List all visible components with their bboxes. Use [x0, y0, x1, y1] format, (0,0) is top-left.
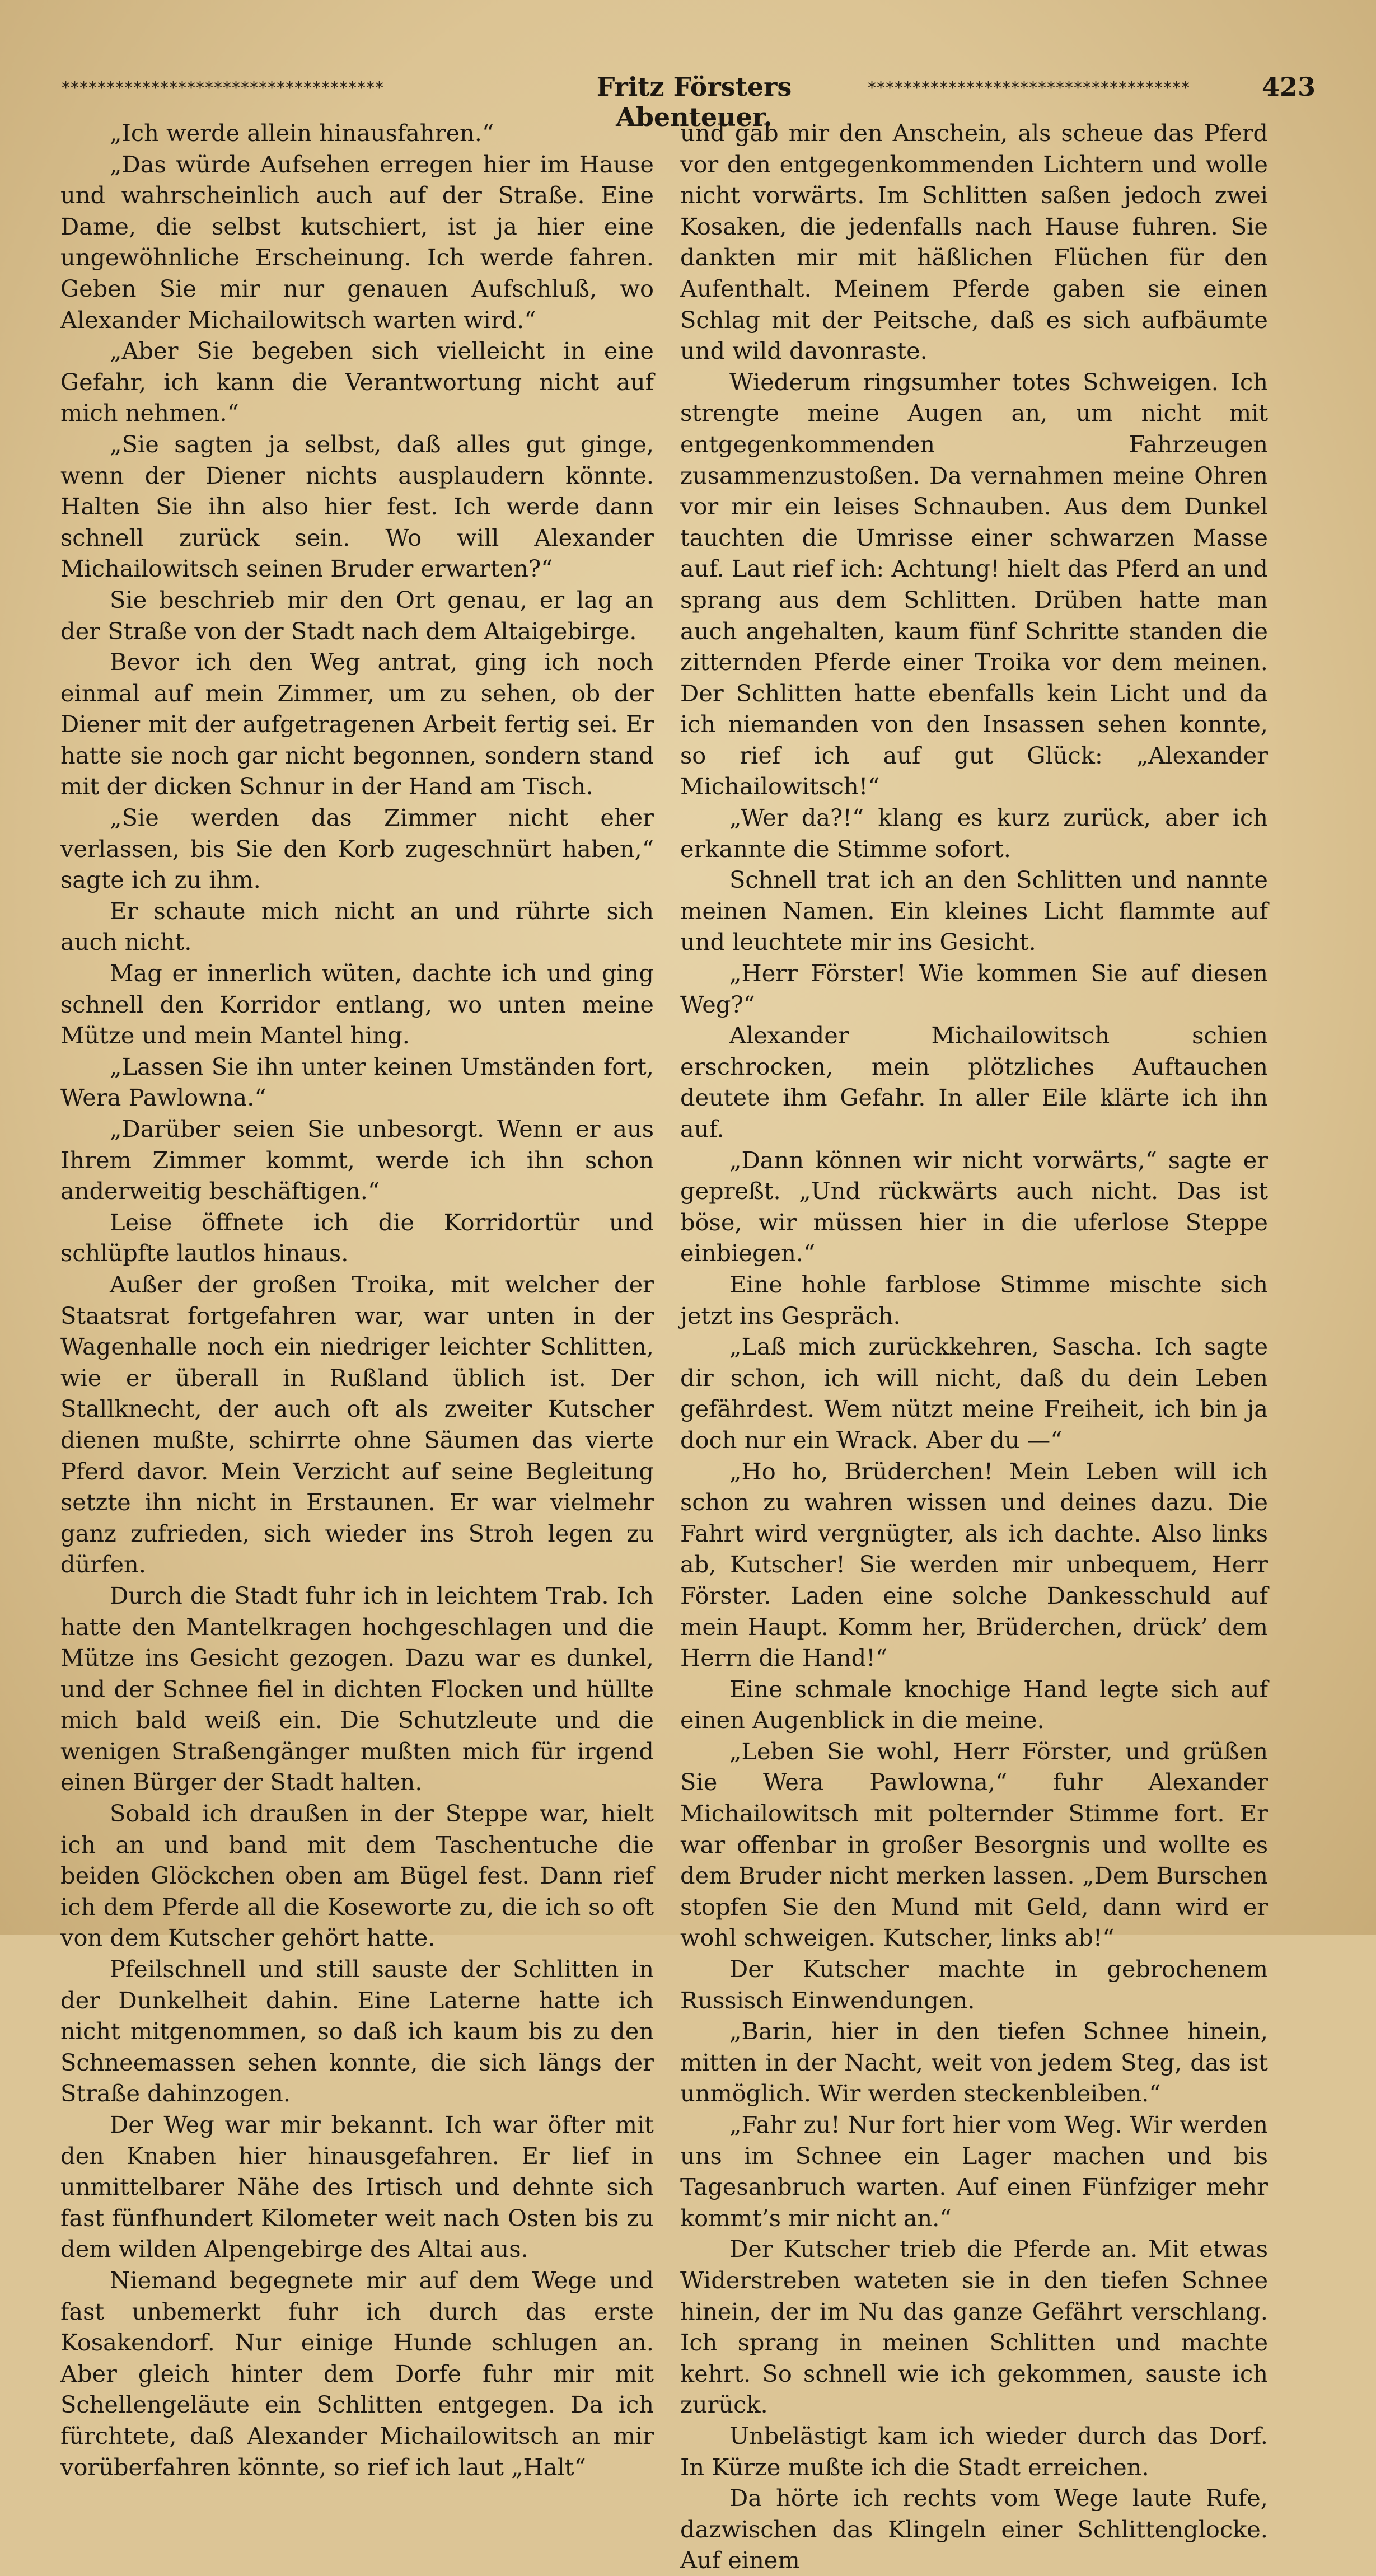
paragraph: Unbelästigt kam ich wieder durch das Dorf. In Kürze mußte ich die Stadt erreichen.	[680, 2422, 1268, 2481]
paragraph: Der Weg war mir bekannt. Ich war öfter mit den Knaben hier hinausgefahren. Er lief in unmittelbarer Nähe des Irtisch und dehnte sich fast fünfhundert Kilometer weit nach Osten bis zu dem wilden Alpengebirge des Altai aus.	[60, 2111, 654, 2263]
paragraph: „Das würde Aufsehen erregen hier im Hause und wahrscheinlich auch auf der Straße. Eine Dame, die selbst kutschiert, ist ja hier eine ungewöhnliche Erscheinung. Ich werde fahren. Geben Sie mir nur genauen Aufschluß, wo Alexander Michailowitsch warten wird.“	[60, 150, 654, 334]
paragraph: Niemand begegnete mir auf dem Wege und fast unbemerkt fuhr ich durch das erste Kosakendorf. Nur einige Hunde schlugen an. Aber gleich hinter dem Dorfe fuhr mir mit Schellengeläute ein Schlitten entgegen. Da ich fürchtete, daß Alexander Michailowitsch an mir vorüberfahren könnte, so rief ich laut „Halt“	[60, 2266, 654, 2481]
paragraph: Er schaute mich nicht an und rührte sich auch nicht.	[60, 897, 654, 956]
paragraph: „Ho ho, Brüderchen! Mein Leben will ich schon zu wahren wissen und deines dazu. Die Fahrt wird vergnügter, als ich dachte. Also links ab, Kutscher! Sie werden mir unbequem, Herr Förster. Laden eine solche Dankesschuld auf mein Haupt. Komm her, Brüderchen, drück’ dem Herrn die Hand!“	[680, 1457, 1268, 1672]
header-ornament-right: ************************************	[868, 78, 1190, 95]
paragraph: Bevor ich den Weg antrat, ging ich noch einmal auf mein Zimmer, um zu sehen, ob der Diener mit der aufgetragenen Arbeit fertig sei. Er hatte sie noch gar nicht begonnen, sondern stand mit der dicken Schnur in der Hand am Tisch.	[60, 648, 654, 800]
paragraph: Außer der großen Troika, mit welcher der Staatsrat fortgefahren war, war unten in der Wagenhalle noch ein niedriger leichter Schlitten, wie er überall in Rußland üblich ist. Der Stallknecht, der auch oft als zweiter Kutscher dienen mußte, schirrte ohne Säumen das vierte Pferd davor. Mein Verzicht auf seine Begleitung setzte ihn nicht in Erstaunen. Er war vielmehr ganz zufrieden, sich wieder ins Stroh legen zu dürfen.	[60, 1270, 654, 1579]
running-header	[62, 72, 1316, 132]
paragraph: Sobald ich draußen in der Steppe war, hielt ich an und band mit dem Taschentuche die beiden Glöckchen oben am Bügel fest. Dann rief ich dem Pferde all die Koseworte zu, die ich so oft von dem Kutscher gehört hatte.	[60, 1800, 654, 1952]
paragraph: Durch die Stadt fuhr ich in leichtem Trab. Ich hatte den Mantelkragen hochgeschlagen und die Mütze ins Gesicht gezogen. Dazu war es dunkel, und der Schnee fiel in dichten Flocken und hüllte mich bald weiß ein. Die Schutzleute und die wenigen Straßengänger mußten mich für irgend einen Bürger der Stadt halten.	[60, 1581, 654, 1796]
paragraph: „Sie werden das Zimmer nicht eher verlassen, bis Sie den Korb zugeschnürt haben,“ sagte ich zu ihm.	[60, 804, 654, 894]
paragraph: Alexander Michailowitsch schien erschrocken, mein plötzliches Auftauchen deutete ihm Gefahr. In aller Eile klärte ich ihn auf.	[680, 1022, 1268, 1142]
paragraph: „Dann können wir nicht vorwärts,“ sagte er gepreßt. „Und rückwärts auch nicht. Das ist böse, wir müssen hier in die uferlose Steppe einbiegen.“	[680, 1146, 1268, 1267]
paragraph: Eine schmale knochige Hand legte sich auf einen Augenblick in die meine.	[680, 1675, 1268, 1734]
page-number: 423	[1261, 72, 1316, 102]
paragraph: Sie beschrieb mir den Ort genau, er lag an der Straße von der Stadt nach dem Altaigebirge.	[60, 586, 654, 645]
paragraph: Wiederum ringsumher totes Schweigen. Ich strengte meine Augen an, um nicht mit entgegenkommenden Fahrzeugen zusammenzustoßen. Da vernahmen meine Ohren vor mir ein leises Schnauben. Aus dem Dunkel tauchten die Umrisse einer schwarzen Masse auf. Laut rief ich: Achtung! hielt das Pferd an und sprang aus dem Schlitten. Drüben hatte man auch angehalten, kaum fünf Schritte standen die zitternden Pferde einer Troika vor dem meinen. Der Schlitten hatte ebenfalls kein Licht und da ich niemanden von den Insassen sehen konnte, so rief ich auf gut Glück: „Alexander Michailowitsch!“	[680, 368, 1268, 800]
paragraph: Da hörte ich rechts vom Wege laute Rufe, dazwischen das Klingeln einer Schlittenglocke. Auf einem	[680, 2484, 1268, 2574]
paragraph: „Darüber seien Sie unbesorgt. Wenn er aus Ihrem Zimmer kommt, werde ich ihn schon anderweitig beschäftigen.“	[60, 1115, 654, 1205]
paragraph: „Ich werde allein hinausfahren.“	[110, 119, 494, 147]
left-column	[60, 118, 654, 2483]
paragraph: „Herr Förster! Wie kommen Sie auf diesen Weg?“	[680, 959, 1268, 1018]
paragraph: Pfeilschnell und still sauste der Schlitten in der Dunkelheit dahin. Eine Laterne hatte ich nicht mitgenommen, so daß ich kaum bis zu den Schneemassen sehen konnte, die sich längs der Straße dahinzogen.	[60, 1955, 654, 2107]
paragraph: „Sie sagten ja selbst, daß alles gut ginge, wenn der Diener nichts ausplaudern könnte. Halten Sie ihn also hier fest. Ich werde dann schnell zurück sein. Wo will Alexander Michailowitsch seinen Bruder erwarten?“	[60, 430, 654, 583]
header-ornament-left: ************************************	[62, 78, 384, 95]
paragraph: Leise öffnete ich die Korridortür und schlüpfte lautlos hinaus.	[60, 1208, 654, 1267]
paragraph: Der Kutscher machte in gebrochenem Russisch Einwendungen.	[680, 1955, 1268, 2014]
header-title: Fritz Försters Abenteuer.	[596, 72, 792, 132]
paragraph: „Lassen Sie ihn unter keinen Umständen fort, Wera Pawlowna.“	[60, 1052, 654, 1112]
paragraph: „Wer da?!“ klang es kurz zurück, aber ich erkannte die Stimme sofort.	[680, 804, 1268, 863]
paragraph: „Aber Sie begeben sich vielleicht in eine Gefahr, ich kann die Verantwortung nicht auf mich nehmen.“	[60, 337, 654, 427]
paragraph: „Laß mich zurückkehren, Sascha. Ich sagte dir schon, ich will nicht, daß du dein Leben gefährdest. Wem nützt meine Freiheit, ich bin ja doch nur ein Wrack. Aber du —“	[680, 1333, 1268, 1454]
paragraph: Schnell trat ich an den Schlitten und nannte meinen Namen. Ein kleines Licht flammte auf und leuchtete mir ins Gesicht.	[680, 866, 1268, 956]
paragraph: Mag er innerlich wüten, dachte ich und ging schnell den Korridor entlang, wo unten meine Mütze und mein Mantel hing.	[60, 959, 654, 1050]
paragraph: und gab mir den Anschein, als scheue das Pferd vor den entgegenkommenden Lichtern und wolle nicht vorwärts. Im Schlitten saßen jedoch zwei Kosaken, die jedenfalls nach Hause fuhren. Sie dankten mir mit häßlichen Flüchen für den Aufenthalt. Meinem Pferde gaben sie einen Schlag mit der Peitsche, daß es sich aufbäumte und wild davonraste.	[680, 119, 1268, 365]
right-column	[680, 118, 1268, 2576]
paragraph: „Leben Sie wohl, Herr Förster, und grüßen Sie Wera Pawlowna,“ fuhr Alexander Michailowitsch mit polternder Stimme fort. Er war offenbar in großer Besorgnis und wollte es dem Bruder nicht merken lassen. „Dem Burschen stopfen Sie den Mund mit Geld, dann wird er wohl schweigen. Kutscher, links ab!“	[680, 1737, 1268, 1952]
paragraph: „Fahr zu! Nur fort hier vom Weg. Wir werden uns im Schnee ein Lager machen und bis Tagesanbruch warten. Auf einen Fünfziger mehr kommt’s mir nicht an.“	[680, 2111, 1268, 2232]
paragraph: „Barin, hier in den tiefen Schnee hinein, mitten in der Nacht, weit von jedem Steg, das ist unmöglich. Wir werden steckenbleiben.“	[680, 2017, 1268, 2107]
paragraph: Eine hohle farblose Stimme mischte sich jetzt ins Gespräch.	[680, 1270, 1268, 1329]
paragraph: Der Kutscher trieb die Pferde an. Mit etwas Widerstreben wateten sie in den tiefen Schnee hinein, der im Nu das ganze Gefährt verschlang. Ich sprang in meinen Schlitten und machte kehrt. So schnell wie ich gekommen, sauste ich zurück.	[680, 2235, 1268, 2419]
